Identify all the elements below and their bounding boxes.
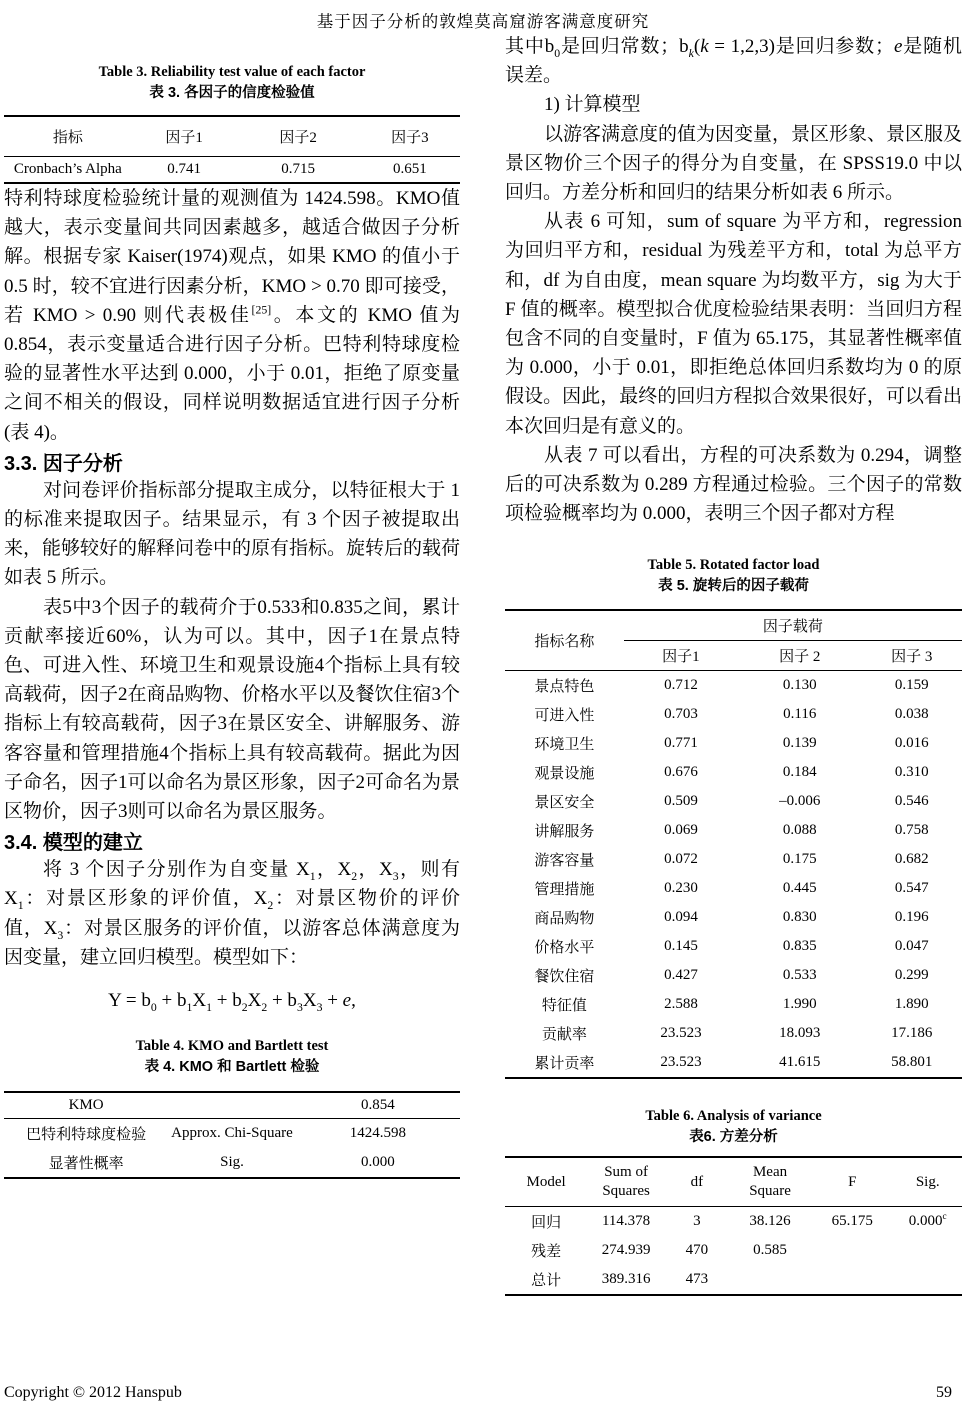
table-cell: 0.094 xyxy=(664,909,698,926)
table3-caption-zh: 表 3. 各因子的信度检验值 xyxy=(149,85,315,101)
table-cell: 游客容量 xyxy=(534,853,595,870)
table-row xyxy=(505,1048,962,1078)
table-cell: 1.890 xyxy=(894,996,929,1013)
table-cell: 0.159 xyxy=(894,677,929,694)
table-cell: 管理措施 xyxy=(534,882,595,899)
table-cell: 0.072 xyxy=(664,851,698,868)
table-cell: 0.676 xyxy=(664,764,698,781)
table-cell: 389.316 xyxy=(601,1271,651,1288)
table4-body xyxy=(4,1092,460,1178)
table-row xyxy=(4,1092,460,1119)
table-row xyxy=(4,157,460,184)
section-heading-3-4: 3.4. 模型的建立 xyxy=(4,832,143,855)
table-cell: 可进入性 xyxy=(534,708,595,725)
table-cell: 0.741 xyxy=(167,161,201,177)
table-cell: 环境卫生 xyxy=(534,737,595,754)
right-column xyxy=(505,32,962,1296)
table-row xyxy=(505,845,962,874)
footer-copyright: Copyright © 2012 Hanspub xyxy=(4,1384,182,1401)
table-cell: 0.299 xyxy=(894,967,929,984)
table3-header xyxy=(4,116,460,157)
table-row xyxy=(505,961,962,990)
table-cell: 观景设施 xyxy=(534,766,595,783)
table-cell: 0.016 xyxy=(894,735,929,752)
table-cell: 17.186 xyxy=(891,1025,933,1042)
paragraph-regression-params: 其中$b_0$是回归常数；$b_k(k = 1,2,3)$是回归参数；e是随机误差。 xyxy=(505,36,962,87)
table-header-cell: Mean Square xyxy=(729,1157,811,1207)
table-cell: 0.130 xyxy=(782,677,817,694)
table-cell: 38.126 xyxy=(749,1213,791,1230)
table-row xyxy=(505,787,962,816)
paragraph-model-variables: 将 3 个因子分别作为自变量 $X_1$，$X_2$，$X_3$，则有$X_1$：对景区形象的评价值，$X_2$：对景区物价的评价值，$X_3$：对景区服务的评价值，以游客总体满意度为因变量，建立回归模型。模型如下： xyxy=(4,859,460,968)
footer-page-number: 59 xyxy=(936,1384,952,1401)
paragraph-factor-extraction: 对问卷评价指标部分提取主成分，以特征根大于 1 的标准来提取因子。结果显示，有 3 个因子被提取出来，能够较好的解释问卷中的原有指标。旋转后的载荷如表 5 所示。 xyxy=(4,479,461,589)
table-header-cell: df xyxy=(665,1157,729,1207)
table3-caption xyxy=(4,62,460,104)
table-cell: 总计 xyxy=(531,1273,562,1290)
table-row xyxy=(4,116,460,157)
table6-header xyxy=(505,1157,962,1207)
table-row xyxy=(4,1148,460,1178)
table-cell: 0.854 xyxy=(296,1092,460,1119)
table-cell: 商品购物 xyxy=(534,911,595,928)
left-column xyxy=(4,32,460,1296)
section-heading-3-3: 3.3. 因子分析 xyxy=(4,452,123,475)
table5-header xyxy=(505,610,962,671)
table4-caption-en: Table 4. KMO and Bartlett test xyxy=(135,1038,329,1055)
table-cell: 0.230 xyxy=(664,880,698,897)
table5-rotated-factor-load xyxy=(505,609,962,1079)
paragraph-spss-regression: 以游客满意度的值为因变量，景区形象、景区服及景区物价三个因子的得分为自变量，在 SPSS19.0 中以回归。方差分析和回归的结果分析如表 6 所示。 xyxy=(505,123,962,204)
two-column-layout xyxy=(0,32,966,1296)
table-cell: 0.546 xyxy=(894,793,929,810)
document-title: 基于因子分析的敦煌莫高窟游客满意度研究 xyxy=(316,12,650,31)
table-cell: 0.547 xyxy=(894,880,929,897)
table-cell: 0.712 xyxy=(664,677,698,694)
table-cell: 0.069 xyxy=(664,822,698,839)
table6-anova xyxy=(505,1156,962,1296)
table6-body xyxy=(505,1207,962,1296)
table-cell: 景区安全 xyxy=(534,795,595,812)
table-cell: 回归 xyxy=(531,1215,562,1232)
table-cell: 0.533 xyxy=(782,967,817,984)
table-cell: 残差 xyxy=(531,1244,562,1261)
table-cell: 0.139 xyxy=(782,735,817,752)
table-cell: 0.047 xyxy=(894,938,929,955)
table-row xyxy=(505,610,962,641)
table-row xyxy=(505,1265,962,1295)
table5-body xyxy=(505,671,962,1079)
table-header-cell: 因子1 xyxy=(132,116,237,157)
paragraph-table7-result: 从表 7 可以看出，方程的可决系数为 0.294，调整后的可决系数为 0.289 方程通过检验。三个因子的常数项检验概率均为 0.000，表明三个因子都对方程 xyxy=(505,444,962,525)
table-header-cell: 因子3 xyxy=(360,116,460,157)
table-cell: 0.038 xyxy=(894,706,929,723)
regression-formula: $Y = b_0 + b_1X_1 + b_2X_2 + b_3X_3 + e$, xyxy=(108,990,356,1014)
table-cell: 0.116 xyxy=(783,706,817,723)
table5-caption xyxy=(505,555,962,597)
table-cell: 0.000$^c$ xyxy=(908,1212,947,1230)
table-cell: 巴特利特球度检验 xyxy=(26,1127,147,1144)
table-cell: 473 xyxy=(685,1271,709,1288)
table-cell xyxy=(893,1236,962,1265)
table-cell: 0.758 xyxy=(894,822,929,839)
table-header-cell: Model xyxy=(505,1157,587,1207)
table6-caption-en: Table 6. Analysis of variance xyxy=(645,1108,822,1125)
table-row xyxy=(505,729,962,758)
table-cell: 0.427 xyxy=(664,967,698,984)
table-header-cell: 因子2 xyxy=(237,116,360,157)
table-cell: 23.523 xyxy=(660,1054,702,1071)
table-cell: 0.088 xyxy=(782,822,817,839)
table-row xyxy=(505,903,962,932)
table-row xyxy=(505,1019,962,1048)
table-cell: Approx. Chi-Square xyxy=(171,1125,293,1142)
table-cell: 18.093 xyxy=(779,1025,821,1042)
table4-caption xyxy=(4,1036,460,1078)
table-cell: 0.196 xyxy=(894,909,929,926)
table-cell xyxy=(811,1265,893,1295)
table3-caption-en: Table 3. Reliability test value of each factor xyxy=(98,64,366,80)
table-cell: –0.006 xyxy=(779,793,821,810)
table6-caption xyxy=(505,1106,962,1148)
table-cell: 显著性概率 xyxy=(48,1156,124,1173)
table-cell: 0.445 xyxy=(782,880,817,897)
table-header-cell: 指标 xyxy=(4,116,132,157)
table-cell: 讲解服务 xyxy=(534,824,595,841)
table-header-cell: F xyxy=(811,1157,893,1207)
table-header-cell: 指标名称 xyxy=(505,610,624,671)
table-row xyxy=(505,990,962,1019)
table-cell: Cronbach’s Alpha xyxy=(13,161,122,177)
table-cell: 餐饮住宿 xyxy=(534,969,595,986)
table-cell: 0.145 xyxy=(664,938,698,955)
table-cell: 0.715 xyxy=(281,161,315,177)
table-cell: 特征值 xyxy=(541,998,587,1015)
table-header-cell: 因子 3 xyxy=(861,641,962,671)
table-cell: 1.990 xyxy=(782,996,817,1013)
table-cell xyxy=(893,1265,962,1295)
table-cell: 274.939 xyxy=(601,1242,651,1259)
table-cell: 3 xyxy=(693,1213,701,1230)
table3-body xyxy=(4,157,460,184)
table-cell: 0.310 xyxy=(894,764,929,781)
page-footer xyxy=(4,1384,952,1402)
table-row xyxy=(4,1119,460,1149)
table-group-header-cell: 因子载荷 xyxy=(624,610,962,641)
table-header-cell: 因子 2 xyxy=(738,641,861,671)
table-cell: 0.835 xyxy=(782,938,817,955)
table-header-cell: Sig. xyxy=(893,1157,962,1207)
paragraph-factor-loads: 表5中3个因子的载荷介于0.533和0.835之间，累计贡献率接近60%，认为可以。其中，因子1在景点特色、可进入性、环境卫生和观景设施4个指标上具有较高载荷，因子2在商品购物、价格水平以及餐饮住宿3个指标上有较高载荷，因子3在景区安全、讲解服务、游客容量和管理措施4个指标上具有较高载荷。据此为因子命名，因子1可以命名为景区形象，因子2可命名为景区物价，因子3则可以命名为景区服务。 xyxy=(4,596,461,823)
table-cell: 0.585 xyxy=(753,1242,787,1259)
table-cell: 41.615 xyxy=(779,1054,821,1071)
table-cell: 价格水平 xyxy=(534,940,595,957)
table-row xyxy=(505,1236,962,1265)
table-row xyxy=(505,671,962,701)
table5-caption-zh: 表 5. 旋转后的因子载荷 xyxy=(658,578,809,595)
paragraph-table6-explain: 从表 6 可知，sum of square 为平方和，regression 为回归平方和，residual 为残差平方和，total 为总平方和，df 为自由度，mean square 为均数平方，sig 为大于 F 值的概率。模型拟合优度检验结果表明：当回归方程包含不同的自变量时，F 值为 65.175，其显著性概率值为 0.000，小于 0.01，即拒绝总体回归系数均为 0 的原假设。因此，最终的回归方程拟合效果很好，可以看出本次回归是有意义的。 xyxy=(505,211,962,437)
table-row xyxy=(505,874,962,903)
table-cell: 2.588 xyxy=(664,996,698,1013)
table-row xyxy=(505,932,962,961)
table-row xyxy=(505,1207,962,1237)
table-cell: 累计贡率 xyxy=(534,1056,595,1073)
table-cell: 0.682 xyxy=(894,851,929,868)
table3-reliability xyxy=(4,115,460,184)
table-cell: 0.000 xyxy=(361,1154,395,1171)
table-cell: 23.523 xyxy=(660,1025,702,1042)
table-row xyxy=(505,758,962,787)
table-cell: 1424.598 xyxy=(349,1125,407,1142)
paragraph-kmo-test: 特利特球度检验统计量的观测值为 1424.598。KMO值越大，表示变量间共同因素越多，越适合做因子分析解。根据专家 Kaiser(1974)观点，如果 KMO 的值小于 0.5 时，较不宜进行因素分析，KMO > 0.70 即可接受，若 KMO > 0.90 则代表极佳[25]。本文的 KMO 值为 0.854，表示变量适合进行因子分析。巴特利特球度检验的显著性水平达到 0.000，小于 0.01，拒绝了原变量之间不相关的假设，同样说明数据适宜进行因子分析(表 4)。 xyxy=(4,188,460,443)
table-cell: 0.509 xyxy=(664,793,698,810)
table-cell: Sig. xyxy=(220,1154,244,1171)
table-header-cell: Sum of Squares xyxy=(587,1157,665,1207)
table4-caption-zh: 表 4. KMO 和 Bartlett 检验 xyxy=(144,1059,320,1076)
list-item-compute-model: 1) 计算模型 xyxy=(543,94,641,116)
table-cell: 58.801 xyxy=(891,1054,933,1071)
table-cell: 0.184 xyxy=(782,764,817,781)
table-cell: 0.651 xyxy=(392,161,427,177)
table-row xyxy=(505,816,962,845)
table-cell: 65.175 xyxy=(831,1213,873,1230)
table5-caption-en: Table 5. Rotated factor load xyxy=(647,557,820,574)
table-cell xyxy=(168,1092,296,1119)
table-cell: 114.378 xyxy=(601,1213,651,1230)
table-row xyxy=(505,1157,962,1207)
table-cell: 景点特色 xyxy=(534,679,595,696)
table6-caption-zh: 表6. 方差分析 xyxy=(689,1129,778,1146)
table-cell xyxy=(729,1265,811,1295)
table-cell: 0.830 xyxy=(782,909,817,926)
table-cell: 0.175 xyxy=(782,851,817,868)
table-cell: 贡献率 xyxy=(541,1027,587,1044)
table-cell: 0.703 xyxy=(664,706,698,723)
table-row xyxy=(505,700,962,729)
table-header-cell: 因子1 xyxy=(624,641,738,671)
table4-kmo-bartlett xyxy=(4,1091,460,1179)
table-cell: KMO xyxy=(4,1092,168,1119)
table-cell: 470 xyxy=(685,1242,709,1259)
table-cell: 0.771 xyxy=(664,735,698,752)
table-cell xyxy=(811,1236,893,1265)
